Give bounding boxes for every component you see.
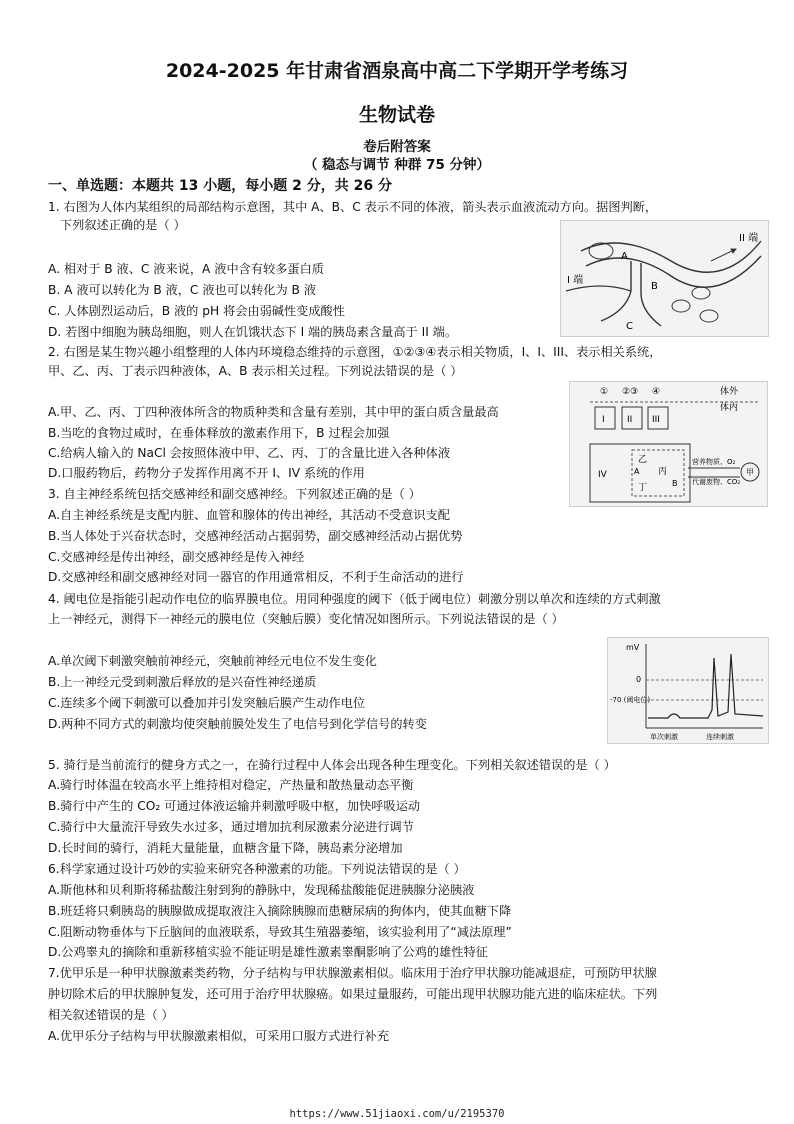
fig2-label: 乙 bbox=[638, 455, 648, 465]
fig1-label: I 端 bbox=[567, 275, 584, 286]
exam-scope: （ 稳态与调节 种群 75 分钟） bbox=[303, 157, 491, 173]
fig3-label: 单次刺激 bbox=[650, 733, 678, 741]
option-line: C.阻断动物垂体与下丘脑间的血液联系，导致其生殖器萎缩，该实验利用了“减法原理” bbox=[48, 925, 512, 939]
question-line: 甲、乙、丙、丁表示四种液体，A、B 表示相关过程。下列说法错误的是（ ） bbox=[48, 364, 463, 378]
figure-homeostasis bbox=[569, 381, 768, 507]
fig3-label: mV bbox=[626, 643, 640, 652]
option-line: A.自主神经系统是支配内脏、血管和腺体的传出神经，其活动不受意识支配 bbox=[48, 508, 450, 522]
question-line: 7.优甲乐是一种甲状腺激素类药物，分子结构与甲状腺激素相似。临床用于治疗甲状腺功能减退症，可预防甲状腺 bbox=[48, 966, 657, 980]
fig2-label: 丙 bbox=[658, 467, 668, 477]
option-line: C. 人体剧烈运动后，B 液的 pH 将会由弱碱性变成酸性 bbox=[48, 304, 345, 318]
option-line: B.当人体处于兴奋状态时，交感神经活动占据弱势，副交感神经活动占据优势 bbox=[48, 529, 463, 543]
option-line: A.骑行时体温在较高水平上维持相对稳定，产热量和散热量动态平衡 bbox=[48, 778, 414, 792]
question-line: 相关叙述错误的是（ ） bbox=[48, 1008, 174, 1022]
option-line: A. 相对于 B 液、C 液来说，A 液中含有较多蛋白质 bbox=[48, 262, 324, 276]
fig2-label: 代谢废物、CO₂ bbox=[692, 478, 741, 486]
fig2-label: I bbox=[602, 415, 605, 425]
option-line: D.口服药物后，药物分子发挥作用离不开 I、IV 系统的作用 bbox=[48, 466, 365, 480]
question-line: 5. 骑行是当前流行的健身方式之一，在骑行过程中人体会出现各种生理变化。下列相关叙述错误的是（ ） bbox=[48, 758, 616, 772]
fig2-label: II bbox=[627, 415, 633, 425]
option-line: C.连续多个阈下刺激可以叠加并引发突触后膜产生动作电位 bbox=[48, 696, 366, 710]
option-line: C.骑行中大量流汗导致失水过多，通过增加抗利尿激素分泌进行调节 bbox=[48, 820, 414, 834]
fig3-label: -70 (阈电位) bbox=[610, 696, 651, 704]
question-line: 3. 自主神经系统包括交感神经和副交感神经。下列叙述正确的是（ ） bbox=[48, 487, 421, 501]
option-line: C.给病人输入的 NaCl 会按照体液中甲、乙、丙、丁的含量比进入各种体液 bbox=[48, 446, 451, 460]
fig2-label: ②③ bbox=[622, 387, 639, 397]
question-line: 4. 阈电位是指能引起动作电位的临界膜电位。用同种强度的阈下（低于阈电位）刺激分别以单次和连续的方式刺激 bbox=[48, 592, 661, 606]
fig1-label: C bbox=[626, 321, 633, 332]
question-line: 2. 右图是某生物兴趣小组整理的人体内环境稳态维持的示意图，①②③④表示相关物质，I、I、III、表示相关系统， bbox=[48, 345, 662, 359]
question-line: 肿切除术后的甲状腺肿复发，还可用于治疗甲状腺癌。如果过量服药，可能出现甲状腺功能亢进的临床症状。下列 bbox=[48, 987, 658, 1001]
fig2-label: A bbox=[634, 467, 640, 476]
question-line: 6.科学家通过设计巧妙的实验来研究各种激素的功能。下列说法错误的是（ ） bbox=[48, 862, 466, 876]
fig1-label: A bbox=[621, 251, 628, 262]
fig2-label: B bbox=[672, 479, 678, 488]
fig1-label: B bbox=[651, 281, 658, 292]
option-line: B. A 液可以转化为 B 液，C 液也可以转化为 B 液 bbox=[48, 283, 316, 297]
option-line: B.上一神经元受到刺激后释放的是兴奋性神经递质 bbox=[48, 675, 317, 689]
option-line: A.斯他林和贝利斯将稀盐酸注射到狗的静脉中，发现稀盐酸能促进胰腺分泌胰液 bbox=[48, 883, 475, 897]
option-line: D. 若图中细胞为胰岛细胞，则人在饥饿状态下 I 端的胰岛素含量高于 II 端。 bbox=[48, 325, 458, 339]
potential-chart bbox=[608, 638, 768, 743]
option-line: A.优甲乐分子结构与甲状腺激素相似，可采用口服方式进行补充 bbox=[48, 1029, 390, 1043]
question-line: 上一神经元，测得下一神经元的膜电位（突触后膜）变化情况如图所示。下列说法错误的是（ ） bbox=[48, 612, 564, 626]
fig1-label: II 端 bbox=[739, 233, 759, 244]
figure-membrane-potential bbox=[607, 637, 769, 744]
fig2-label: III bbox=[652, 415, 660, 425]
fig3-label: 连续刺激 bbox=[706, 733, 734, 741]
fig2-label: IV bbox=[598, 470, 607, 480]
fig2-label: 营养物质、O₂ bbox=[692, 458, 736, 466]
fig2-label: 体外 bbox=[720, 387, 739, 397]
option-line: D.两种不同方式的刺激均使突触前膜处发生了电信号到化学信号的转变 bbox=[48, 717, 427, 731]
fig2-label: ① bbox=[600, 387, 609, 397]
option-line: B.当吃的食物过咸时，在垂体释放的激素作用下，B 过程会加强 bbox=[48, 426, 390, 440]
section-heading: 一、单选题：本题共 13 小题，每小题 2 分，共 26 分 bbox=[48, 178, 392, 194]
question-line: 1. 右图为人体内某组织的局部结构示意图，其中 A、B、C 表示不同的体液，箭头表示血液流动方向。据图判断， bbox=[48, 200, 658, 214]
footer-url: https://www.51jiaoxi.com/u/2195370 bbox=[289, 1108, 505, 1120]
option-line: D.交感神经和副交感神经对同一器官的作用通常相反，不利于生命活动的进行 bbox=[48, 570, 464, 584]
option-line: A.单次阈下刺激突触前神经元，突触前神经元电位不发生变化 bbox=[48, 654, 377, 668]
option-line: B.班廷将只剩胰岛的胰腺做成提取液注入摘除胰腺而患糖尿病的狗体内，使其血糖下降 bbox=[48, 904, 512, 918]
answer-note: 卷后附答案 bbox=[363, 139, 431, 155]
tissue-diagram bbox=[561, 221, 768, 336]
homeostasis-diagram bbox=[570, 382, 767, 506]
fig2-label: 体内 bbox=[720, 403, 739, 413]
fig3-label: 0 bbox=[636, 675, 642, 684]
option-line: B.骑行中产生的 CO₂ 可通过体液运输并刺激呼吸中枢，加快呼吸运动 bbox=[48, 799, 421, 813]
option-line: D.公鸡睾丸的摘除和重新移植实验不能证明是雄性激素睾酮影响了公鸡的雄性特征 bbox=[48, 945, 488, 959]
fig2-label: 丁 bbox=[638, 483, 648, 493]
question-line: 下列叙述正确的是（ ） bbox=[60, 218, 186, 232]
document-subject: 生物试卷 bbox=[358, 104, 435, 126]
option-line: C.交感神经是传出神经，副交感神经是传入神经 bbox=[48, 550, 305, 564]
option-line: D.长时间的骑行，消耗大量能量，血糖含量下降，胰岛素分泌增加 bbox=[48, 841, 403, 855]
document-title: 2024-2025 年甘肃省酒泉高中高二下学期开学考练习 bbox=[165, 60, 629, 82]
fig2-label: ④ bbox=[652, 387, 661, 397]
fig2-label: 甲 bbox=[746, 468, 754, 477]
figure-tissue-structure bbox=[560, 220, 769, 337]
option-line: A.甲、乙、丙、丁四种液体所含的物质种类和含量有差别，其中甲的蛋白质含量最高 bbox=[48, 405, 499, 419]
